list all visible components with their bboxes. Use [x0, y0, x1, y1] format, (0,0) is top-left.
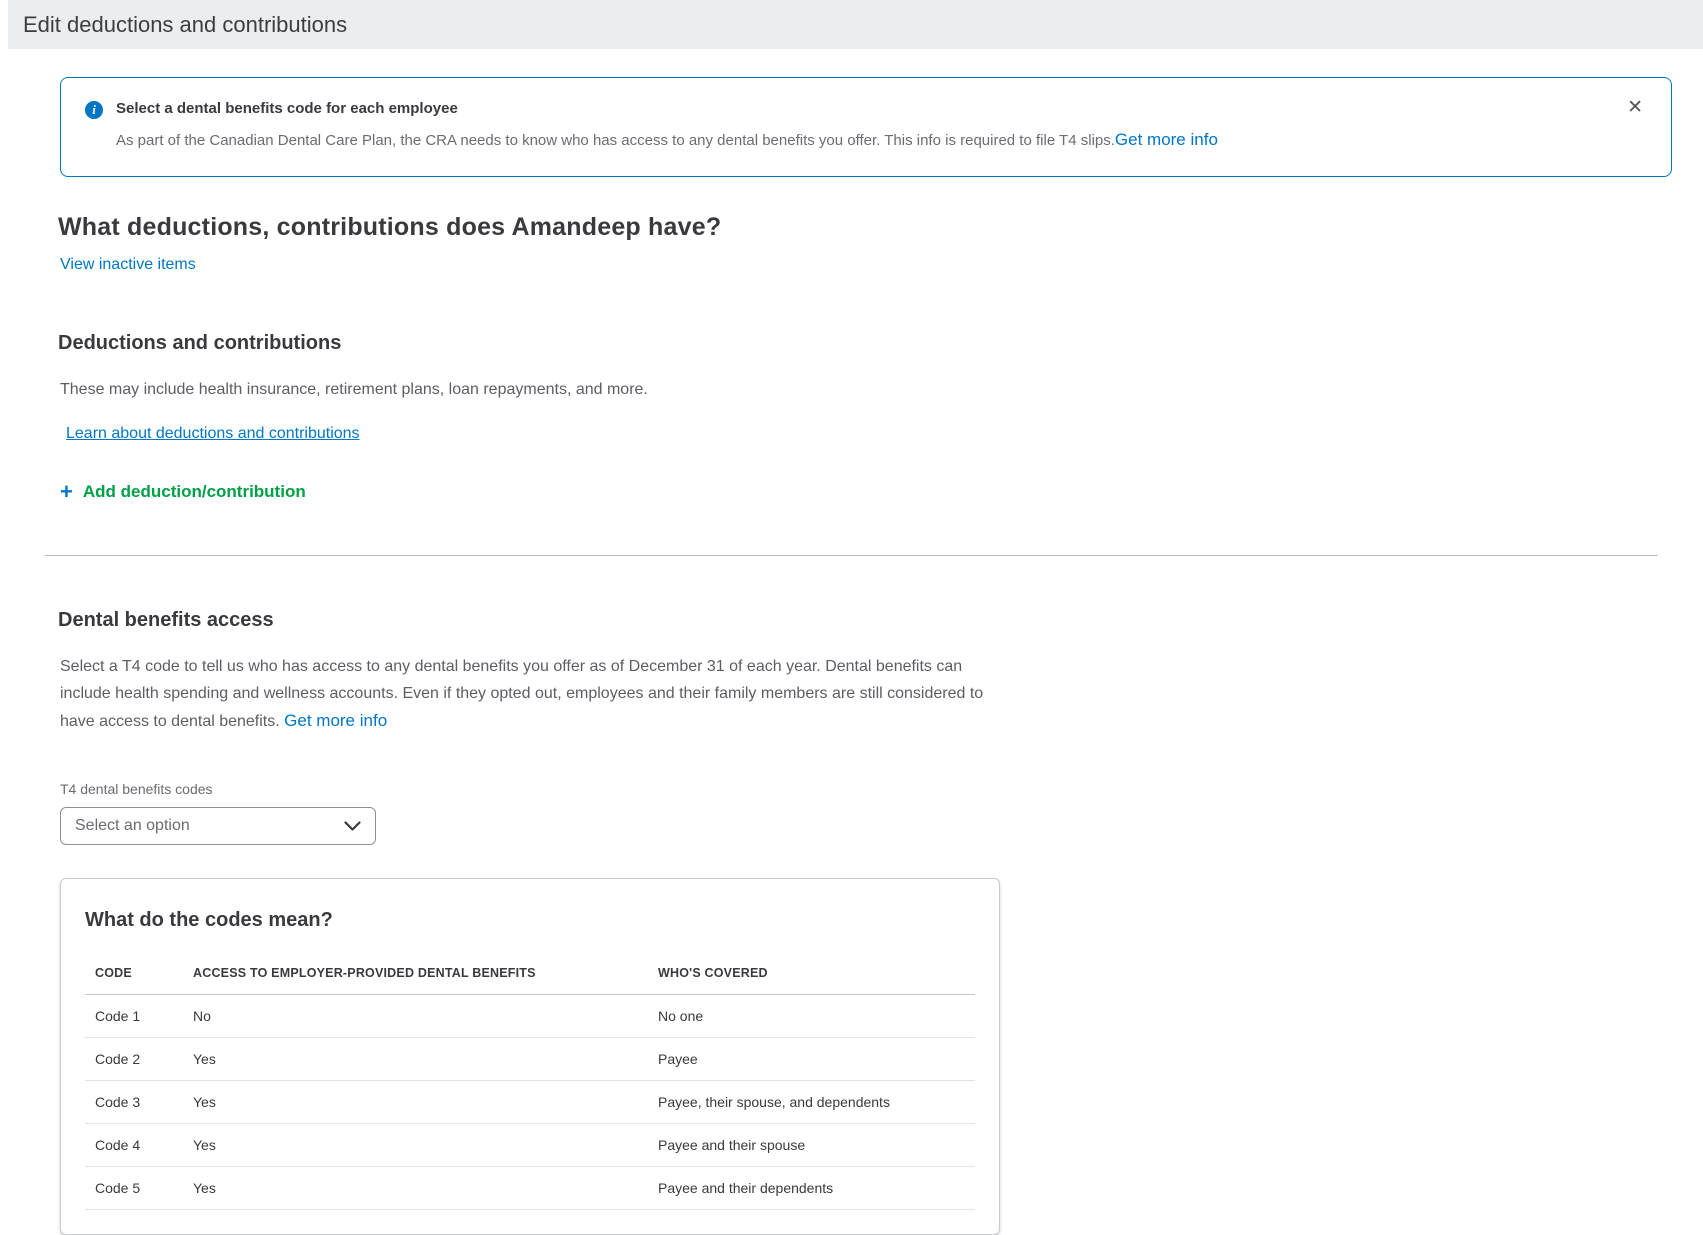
deductions-section-description: These may include health insurance, retirement plans, loan repayments, and more.	[60, 380, 648, 398]
learn-about-deductions-link[interactable]: Learn about deductions and contributions	[66, 425, 360, 443]
dental-code-alert	[60, 77, 1672, 177]
codes-meaning-card	[60, 878, 1000, 1235]
table-row	[85, 1081, 975, 1124]
close-icon[interactable]: ✕	[1627, 97, 1643, 118]
access-cell: Yes	[193, 1081, 658, 1124]
add-deduction-button[interactable]	[60, 481, 306, 503]
dental-get-more-info-link[interactable]: Get more info	[284, 710, 388, 730]
add-deduction-label: Add deduction/contribution	[82, 482, 306, 502]
covered-cell: Payee and their dependents	[658, 1167, 975, 1210]
alert-body	[116, 128, 1647, 152]
alert-title: Select a dental benefits code for each employee	[116, 100, 458, 117]
code-cell: Code 5	[85, 1167, 193, 1210]
access-cell: Yes	[193, 1167, 658, 1210]
codes-table-header-row	[85, 956, 975, 995]
code-cell: Code 2	[85, 1038, 193, 1081]
dental-description-text: Select a T4 code to tell us who has access to any dental benefits you offer as of December 31 of each year. Dental benefits can include health spending and wellness accounts. Even if they opted out, employees and their family members are still considered to have access to dental benefits.	[60, 658, 984, 730]
table-row	[85, 1167, 975, 1210]
table-row	[85, 995, 975, 1038]
info-icon: i	[85, 101, 103, 119]
alert-body-text: As part of the Canadian Dental Care Plan, the CRA needs to know who has access to any dental benefits you offer. This info is required to file T4 slips.	[116, 132, 1115, 149]
section-divider	[45, 555, 1658, 556]
column-header-access: ACCESS TO EMPLOYER-PROVIDED DENTAL BENEFITS	[193, 956, 658, 995]
covered-cell: Payee	[658, 1038, 975, 1081]
access-cell: No	[193, 995, 658, 1038]
dental-section-heading: Dental benefits access	[58, 609, 274, 632]
covered-cell: Payee and their spouse	[658, 1124, 975, 1167]
column-header-code: CODE	[85, 956, 193, 995]
t4-codes-label: T4 dental benefits codes	[60, 781, 213, 798]
access-cell: Yes	[193, 1038, 658, 1081]
select-placeholder: Select an option	[75, 817, 190, 835]
covered-cell: Payee, their spouse, and dependents	[658, 1081, 975, 1124]
code-cell: Code 1	[85, 995, 193, 1038]
codes-card-title: What do the codes mean?	[85, 909, 333, 932]
covered-cell: No one	[658, 995, 975, 1038]
dental-section	[0, 609, 1703, 1235]
page-title: Edit deductions and contributions	[23, 11, 348, 37]
table-row	[85, 1124, 975, 1167]
get-more-info-link[interactable]: Get more info	[1114, 130, 1218, 149]
alert-text	[116, 100, 1647, 152]
access-cell: Yes	[193, 1124, 658, 1167]
codes-table	[85, 956, 975, 1210]
main-content	[0, 213, 1703, 503]
dental-section-description	[60, 654, 1015, 735]
t4-codes-select[interactable]	[60, 807, 376, 845]
table-row	[85, 1038, 975, 1081]
code-cell: Code 4	[85, 1124, 193, 1167]
page-heading: What deductions, contributions does Amandeep have?	[58, 212, 722, 241]
deductions-section-heading: Deductions and contributions	[58, 331, 342, 354]
column-header-covered: WHO'S COVERED	[658, 956, 975, 995]
plus-icon: +	[60, 479, 73, 505]
view-inactive-items-link[interactable]: View inactive items	[60, 255, 196, 273]
code-cell: Code 3	[85, 1081, 193, 1124]
page-header	[8, 0, 1703, 49]
chevron-down-icon	[344, 821, 361, 832]
